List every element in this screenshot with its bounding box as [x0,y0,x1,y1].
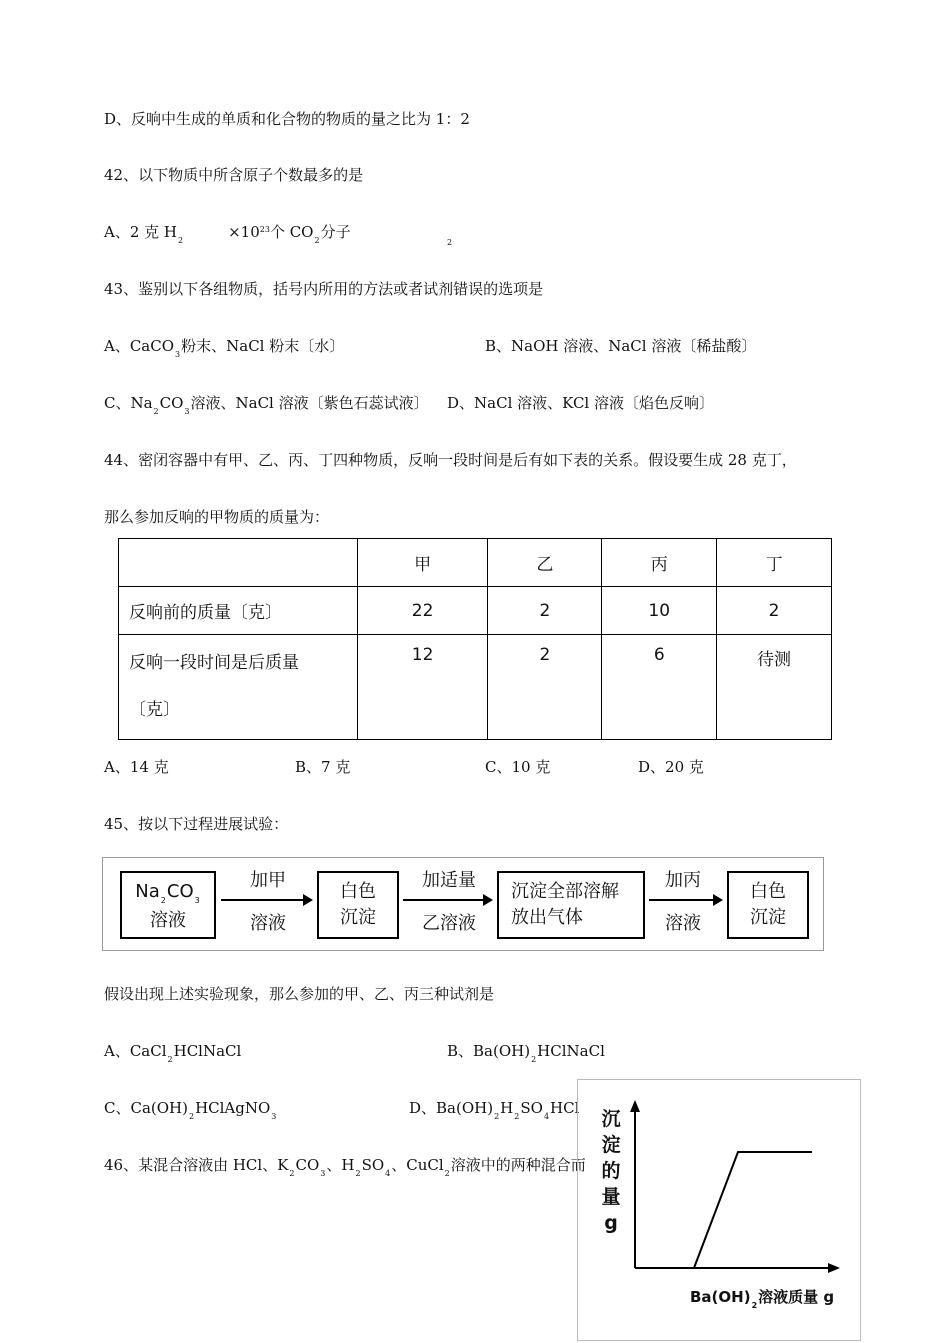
table-row-label: 反响前的质量〔克〕 [119,587,358,635]
q44-option-b: B、7 克 [295,758,351,776]
q43-stem: 43、鉴别以下各组物质，括号内所用的方法或者试剂错误的选项是 [104,280,544,298]
flow-arrow-icon [221,899,311,901]
table-row [119,587,832,635]
q43-option-b: B、NaOH 溶液、NaCl 溶液〔稀盐酸〕 [485,337,757,355]
q44-option-d: D、20 克 [638,758,704,776]
q42-option-a: A、2 克 $H_2 \times 10^{23}$个 $CO_2$分子 [104,223,351,245]
flow-arrow1-top-label: 加甲 [250,870,286,891]
x-axis-arrow-icon [828,1263,840,1273]
flow-arrow-icon [403,899,491,901]
table-cell: 12 [357,635,488,740]
q45-option-d: D、$Ba(OH)_2H_2SO_4HCl$ [409,1099,580,1121]
q43-option-d: D、NaCl 溶液、KCl 溶液〔焰色反响〕 [447,394,714,412]
flow-box-dissolve-gas: 沉淀全部溶解 放出气体 [497,871,645,939]
flow-arrow2-bottom-label: 乙溶液 [422,913,476,934]
table-cell: 6 [602,635,717,740]
table-cell: 待测 [717,635,832,740]
table-header-ding: 丁 [717,539,832,587]
table-header-bing: 丙 [602,539,717,587]
table-header-jia: 甲 [357,539,488,587]
flow-box-white-precipitate-2: 白色 沉淀 [727,871,809,939]
flow-box-white-precipitate-1: 白色 沉淀 [317,871,399,939]
q45-option-c: C、$Ca(OH)_2HClAgNO_3$ [104,1099,277,1121]
q43-option-a: A、CaCO$_3$粉末、NaCl 粉末〔水〕 [104,337,345,359]
q42-stem: 42、以下物质中所含原子个数最多的是 [104,166,364,184]
table-header-row [119,539,832,587]
q42-stray-subscript: 2 [447,238,453,247]
table-cell [119,539,358,587]
flow-arrow2-top-label: 加适量 [422,870,476,891]
q46-stem: 46、某混合溶液由 HCl、$K_2CO_3$、$H_2SO_4$、CuCl$_2$溶液中的两种混合而 [104,1156,586,1178]
flow-arrow1-bottom-label: 溶液 [250,913,286,934]
table-row [119,635,832,740]
flow-arrow3-top-label: 加丙 [665,870,701,891]
flow-arrow3-bottom-label: 溶液 [665,913,701,934]
q45-option-b: B、$Ba(OH)_2HClNaCl$ [447,1042,605,1064]
q41-option-d: D、反响中生成的单质和化合物的物质的量之比为 1：2 [104,110,470,128]
table-cell: 2 [488,587,602,635]
table-cell: 2 [717,587,832,635]
y-axis-arrow-icon [630,1100,640,1112]
table-header-yi: 乙 [488,539,602,587]
precipitate-graph [577,1079,861,1341]
table-cell: 2 [488,635,602,740]
flow-arrow-icon [649,899,721,901]
q44-stem-line2: 那么参加反响的甲物质的质量为： [104,508,330,526]
precipitate-curve [694,1152,812,1268]
q44-option-c: C、10 克 [485,758,551,776]
q45-text: 假设出现上述实验现象，那么参加的甲、乙、丙三种试剂是 [104,985,495,1003]
graph-x-label: $Ba(OH)_2$溶液质量 g [690,1288,835,1310]
flow-box-na2co3: $Na_2CO_3$ 溶液 [120,871,216,939]
q45-stem: 45、按以下过程进展试验： [104,815,289,833]
q44-option-a: A、14 克 [104,758,169,776]
table-cell: 22 [357,587,488,635]
mass-table [118,538,832,740]
q44-stem-line1: 44、密闭容器中有甲、乙、丙、丁四种物质，反响一段时间是后有如下表的关系。假设要生成 28 克丁， [104,451,797,469]
q43-option-c: C、$Na_2CO_3$溶液、NaCl 溶液〔紫色石蕊试液〕 [104,394,429,416]
experiment-flowchart [102,857,824,951]
table-cell: 10 [602,587,717,635]
graph-y-label: 沉 淀 的 量 g [601,1108,621,1234]
table-row-label: 反响一段时间是后质量 〔克〕 [119,635,358,740]
q45-option-a: A、CaCl$_2$HClNaCl [104,1042,242,1064]
